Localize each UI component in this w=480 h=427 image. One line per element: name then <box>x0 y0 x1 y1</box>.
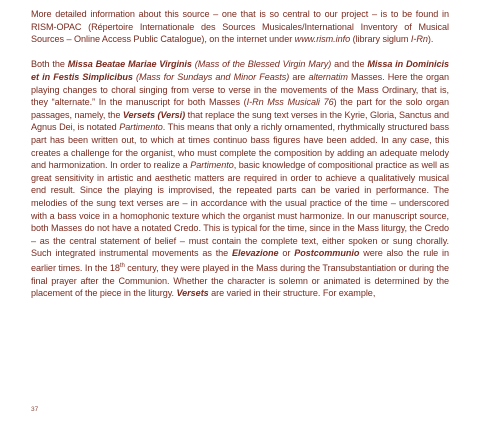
body-text <box>31 8 449 300</box>
term-elevazione: Elevazione <box>232 248 279 259</box>
mass-title-dominicis: Missa in Dominicis et in Festis Simplicibus <box>31 59 450 82</box>
page-number: 37 <box>31 406 39 413</box>
paragraph-masses: Both the Missa Beatae Mariae Virginis (Mass of the Blessed Virgin Mary) and the Missa in Dominicis et in Festis Simplicibus (Mass for Sundays and Minor Feasts) are alternatim Masses. Here the organ playing changes to choral singing from verse to verse in the movements of the Mass Ordinary, that is, they “alternate.” In the manuscript for both Masses (I-Rn Mss Musicali 76) the part for the solo organ passages, namely, the Versets (Versi) that replace the sung text verses in the Kyrie, Gloria, Sanctus and Agnus Dei, is notated Partimento. This means that only a richly ornamented, rhythmically structured bass part has been written out, to which at times continuo bass figures have been added. In any case, this creates a challenge for the organist, who must complete the composition by adding an adequate melody and harmonization. In order to realize a Partimento, basic knowledge of compositional practice as well as great sensitivity in artistic and aesthetic matters are required in order to achieve a qualitatively musical end result. Since the playing is improvised, the repeated parts can be varied in performance. The melodies of the sung text verses are – in accordance with the usual practice of the time – underscored with a bass voice in a homophonic texture which the organist must harmonize. In our manuscript source, both Masses do not have a notated Credo. This is typical for the time, since in the Mass liturgy, the Credo – as the central statement of belief – must contain the complete text, either spoken or sung chorally. Such integrated instrumental movements as the Elevazione or Postcommunio were also the rule in earlier times. In the 18th century, they were played in the Mass during the Transubstantiation or during the final prayer after the Communion. Whether the character is solemn or animated is determined by the placement of the piece in the liturgy. Versets are varied in their structure. For example, <box>31 59 450 299</box>
library-siglum: I-Rn <box>410 34 428 45</box>
paragraph-rism-info: More detailed information about this source – one that is so central to our project – is to be found in RISM-OPAC (Répertoire Internationale des Sources Musicales/International Inventory of Musical Sources – Online Access Public Catalogue), on the internet under www.rism.info (library siglum I-Rn). <box>31 9 449 45</box>
term-versets: Versets (Versi) <box>122 109 186 120</box>
rism-url-link[interactable]: www.rism.info <box>294 34 351 45</box>
ordinal-suffix: th <box>119 262 125 269</box>
mass-title-bmv: Missa Beatae Mariae Virginis <box>67 59 192 70</box>
term-versets-2: Versets <box>176 288 209 299</box>
term-postcommunio: Postcommunio <box>294 248 360 259</box>
manuscript-siglum: I-Rn Mss Musicali 76 <box>246 97 334 108</box>
